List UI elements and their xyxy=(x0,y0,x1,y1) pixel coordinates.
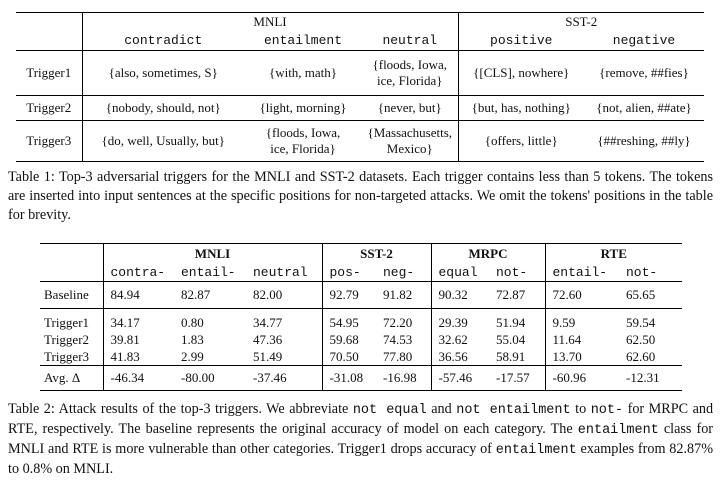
table-cell: 91.82 xyxy=(376,282,431,309)
table-cell: 74.53 xyxy=(376,331,431,348)
table-cell: 62.60 xyxy=(626,348,656,364)
table-cell: 34.77 xyxy=(246,309,322,332)
table-cell: 92.79 xyxy=(322,282,376,309)
row-label: Trigger3 xyxy=(16,120,82,161)
table-1 xyxy=(16,12,704,162)
table-cell: {but, has, nothing} xyxy=(458,95,584,120)
table-cell: {Massachusetts, Mexico} xyxy=(362,120,458,161)
table2-header: not- xyxy=(489,263,545,282)
table1-header-contradict: contradict xyxy=(124,33,203,48)
table-cell: -46.34 xyxy=(103,366,174,391)
table1-header-positive: positive xyxy=(490,33,553,48)
table2-row-trigger3 xyxy=(40,348,682,366)
table-cell: 54.95 xyxy=(322,309,376,332)
table-cell: 2.99 xyxy=(181,348,204,364)
table-cell: 84.94 xyxy=(103,282,174,309)
table2-header: neg- xyxy=(376,263,431,282)
table2-header: contra- xyxy=(110,264,166,280)
table-cell: 77.80 xyxy=(376,348,431,366)
table-cell: 0.80 xyxy=(174,309,246,332)
table-cell: -60.96 xyxy=(545,366,619,391)
table-cell: 41.83 xyxy=(110,348,140,364)
table2-group-mnli: MNLI xyxy=(103,244,322,264)
table-cell: {##reshing, ##ly} xyxy=(584,120,704,161)
table-cell: -37.46 xyxy=(246,366,322,391)
table-cell: 32.62 xyxy=(438,331,468,347)
table1-caption: Table 1: Top-3 adversarial triggers for the MNLI and SST-2 datasets. Each trigger contains less than 5 tokens. The tokens are inserted into input sentences at the specific positions for non-targeted attacks. We omit the tokens' positions in the table for brevity. xyxy=(8,169,714,223)
table2-caption: Table 2: Attack results of the top-3 triggers. We abbreviate not equal and not entailment to not- for MRPC and RTE, respectively. The baseline represents the original accuracy of model on each category. The entailment class for MNLI and RTE is more vulnerable than other categories. Trigger1 drops accuracy of entailment examples from 82.87% to 0.8% on MNLI. xyxy=(8,401,714,477)
table-cell: -17.57 xyxy=(489,366,545,391)
table2-row-trigger1 xyxy=(40,309,682,332)
table-cell: 90.32 xyxy=(431,282,489,309)
table-cell: 51.49 xyxy=(246,348,322,366)
table-cell: 72.87 xyxy=(489,282,545,309)
table1-header-negative: negative xyxy=(612,33,676,48)
row-label: Baseline xyxy=(40,282,103,309)
table2-group-sst2: SST-2 xyxy=(322,244,431,264)
table-cell: 59.54 xyxy=(619,309,682,332)
table-cell: 39.81 xyxy=(110,331,140,347)
row-label: Trigger1 xyxy=(40,309,103,332)
table-cell: 51.94 xyxy=(489,309,545,332)
table1-group-mnli: MNLI xyxy=(82,13,458,32)
table1-header-neutral: neutral xyxy=(362,32,458,51)
table2-header: entail- xyxy=(552,264,608,280)
table-cell: 72.60 xyxy=(545,282,619,309)
table-cell: -12.31 xyxy=(619,366,682,391)
table-cell: {nobody, should, not} xyxy=(82,95,244,120)
table-cell: 55.04 xyxy=(489,331,545,348)
table-cell: {offers, little} xyxy=(458,120,584,161)
table-2 xyxy=(40,243,682,391)
table-cell: {not, alien, ##ate} xyxy=(584,95,704,120)
row-label: Trigger1 xyxy=(16,50,82,95)
table-cell: -80.00 xyxy=(174,366,246,391)
table-cell: 72.20 xyxy=(376,309,431,332)
table2-header: pos- xyxy=(329,264,361,280)
table1-row-trigger3 xyxy=(16,120,704,161)
table-cell: 58.91 xyxy=(489,348,545,366)
table1-group-sst2: SST-2 xyxy=(458,13,704,32)
table2-row-baseline xyxy=(40,282,682,309)
table2-group-rte: RTE xyxy=(545,244,682,264)
table-cell: {with, math} xyxy=(244,50,362,95)
table1-header-entailment: entailment xyxy=(263,33,342,48)
table2-header: not- xyxy=(626,264,658,280)
table-cell: 62.50 xyxy=(626,331,656,347)
table1-corner xyxy=(16,13,82,32)
table1-row-trigger2 xyxy=(16,95,704,120)
table-cell: 13.70 xyxy=(552,348,582,364)
table2-header: entail- xyxy=(181,264,236,280)
table-cell: 36.56 xyxy=(438,348,468,364)
table-cell: 1.83 xyxy=(181,331,204,347)
table2-row-trigger2 xyxy=(40,331,682,348)
table-cell: {never, but} xyxy=(362,95,458,120)
table-cell: {also, sometimes, S} xyxy=(82,50,244,95)
row-label: Trigger3 xyxy=(40,348,103,366)
table2-row-avg-delta xyxy=(40,366,682,391)
table-cell: 9.59 xyxy=(545,309,619,332)
table-cell: {floods, Iowa, ice, Florida} xyxy=(362,50,458,95)
table2-header: neutral xyxy=(246,263,322,282)
table-cell: 34.17 xyxy=(103,309,174,332)
table1-row-trigger1 xyxy=(16,50,704,95)
table-cell: {remove, ##fies} xyxy=(584,50,704,95)
row-label: Avg. Δ xyxy=(40,366,103,391)
table-cell: 65.65 xyxy=(619,282,682,309)
table-cell: 82.87 xyxy=(174,282,246,309)
table-cell: 11.64 xyxy=(552,331,582,347)
row-label: Trigger2 xyxy=(40,331,103,348)
table2-header: equal xyxy=(438,264,478,280)
table-cell: {light, morning} xyxy=(244,95,362,120)
table-cell: 47.36 xyxy=(246,331,322,348)
table2-group-mrpc: MRPC xyxy=(431,244,545,264)
table-cell: -31.08 xyxy=(322,366,376,391)
table-cell: {floods, Iowa, ice, Florida} xyxy=(244,120,362,161)
table-cell: {do, well, Usually, but} xyxy=(82,120,244,161)
table-cell: 82.00 xyxy=(246,282,322,309)
table-cell: -16.98 xyxy=(376,366,431,391)
table-cell: 70.50 xyxy=(329,348,359,364)
row-label: Trigger2 xyxy=(16,95,82,120)
table-cell: {[CLS], nowhere} xyxy=(458,50,584,95)
table-cell: 59.68 xyxy=(329,331,359,347)
table-cell: 29.39 xyxy=(431,309,489,332)
table-cell: -57.46 xyxy=(431,366,489,391)
